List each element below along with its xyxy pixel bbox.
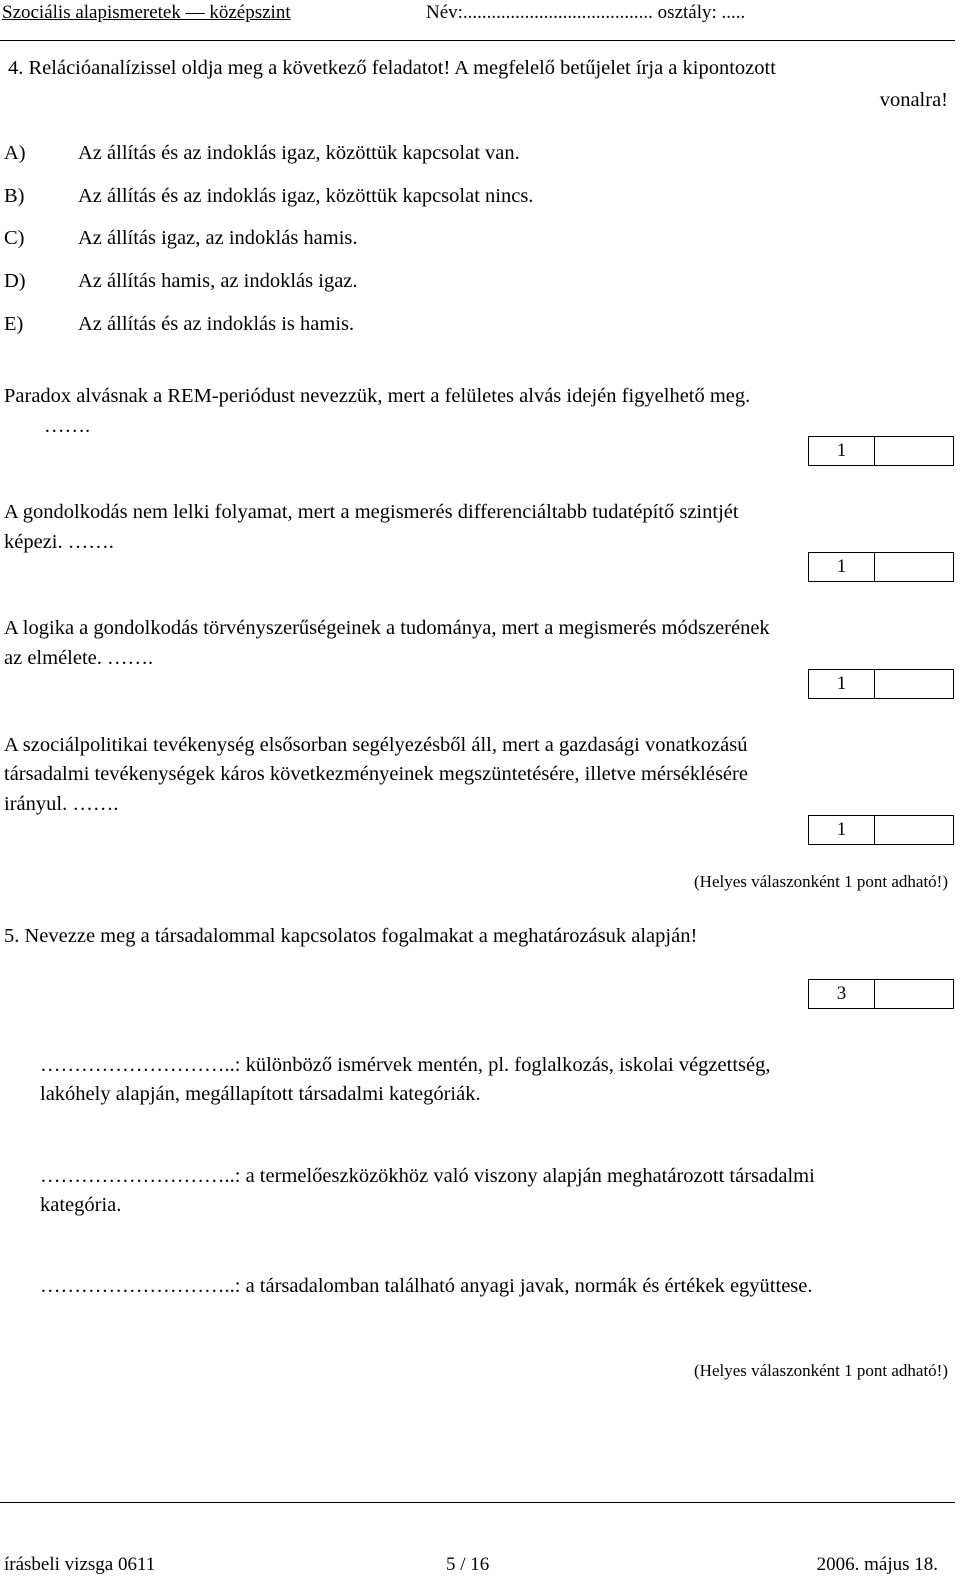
option-text: Az állítás és az indoklás igaz, közöttük kapcsolat nincs. [78,185,534,207]
task5-item-2-line: kategória. [40,1194,122,1216]
header-name-field: Név:........................................ osztály: ..... [426,2,746,23]
score-field[interactable] [875,980,953,1008]
task5-item-1-line: lakóhely alapján, megállapított társadalmi kategóriák. [40,1083,481,1105]
statement-2-line: A gondolkodás nem lelki folyamat, mert a megismerés differenciáltabb tudatépítő szintjét [4,501,739,523]
task5-item-2-line[interactable]: ………………………..: a termelőeszközökhöz való viszony alapján meghatározott társadalmi [40,1165,815,1187]
score-box-3 [808,669,954,699]
option-letter: E) [4,313,24,335]
footer-date: 2006. május 18. [816,1554,938,1575]
option-letter: A) [4,142,26,164]
option-letter: C) [4,227,25,249]
max-points: 1 [809,816,875,844]
option-text: Az állítás és az indoklás igaz, közöttük kapcsolat van. [78,142,520,164]
header-subject: Szociális alapismeretek — középszint [2,2,291,23]
task4-instruction-cont: vonalra! [879,89,948,111]
score-field[interactable] [875,553,953,581]
score-box-2 [808,552,954,582]
task4-instruction: 4. Relációanalízissel oldja meg a következő feladatot! A megfelelő betűjelet írja a kipontozott [8,57,776,79]
option-letter: D) [4,270,26,292]
footer-rule [0,1502,955,1503]
score-field[interactable] [875,670,953,698]
statement-2-line-answer[interactable]: képezi. ……. [4,531,114,553]
statement-4-line-answer[interactable]: irányul. ……. [4,793,119,815]
max-points: 1 [809,553,875,581]
statement-4-line: A szociálpolitikai tevékenység elsősorban segélyezésből áll, mert a gazdasági vonatkozású [4,734,748,756]
statement-4-line: társadalmi tevékenységek káros következményeinek megszüntetésére, illetve mérséklésére [4,763,748,785]
statement-3-line-answer[interactable]: az elmélete. ……. [4,647,154,669]
task4-scoring-note: (Helyes válaszonként 1 pont adható!) [694,872,948,891]
footer-page-number: 5 / 16 [446,1554,490,1575]
option-text: Az állítás és az indoklás is hamis. [78,313,355,335]
max-points: 3 [809,980,875,1008]
task5-item-1-line[interactable]: ………………………..: különböző ismérvek mentén, pl. foglalkozás, iskolai végzettség, [40,1054,771,1076]
task5-scoring-note: (Helyes válaszonként 1 pont adható!) [694,1361,948,1380]
max-points: 1 [809,437,875,465]
option-letter: B) [4,185,25,207]
score-field[interactable] [875,816,953,844]
header-rule [0,40,955,41]
max-points: 1 [809,670,875,698]
footer-exam-code: írásbeli vizsga 0611 [4,1554,156,1575]
statement-3-line: A logika a gondolkodás törvényszerűségeinek a tudománya, mert a megismerés módszerének [4,617,770,639]
task5-instruction: 5. Nevezze meg a társadalommal kapcsolatos fogalmakat a meghatározásuk alapján! [4,925,698,947]
statement-1-answer-blank[interactable]: ……. [44,415,91,437]
option-text: Az állítás igaz, az indoklás hamis. [78,227,358,249]
score-field[interactable] [875,437,953,465]
score-box-4 [808,815,954,845]
task5-item-3-line[interactable]: ………………………..: a társadalomban található anyagi javak, normák és értékek együttese. [40,1275,813,1297]
score-box-5 [808,979,954,1009]
statement-1-line: Paradox alvásnak a REM-periódust nevezzük, mert a felületes alvás idején figyelhető meg. [4,385,751,407]
option-text: Az állítás hamis, az indoklás igaz. [78,270,358,292]
score-box-1 [808,436,954,466]
